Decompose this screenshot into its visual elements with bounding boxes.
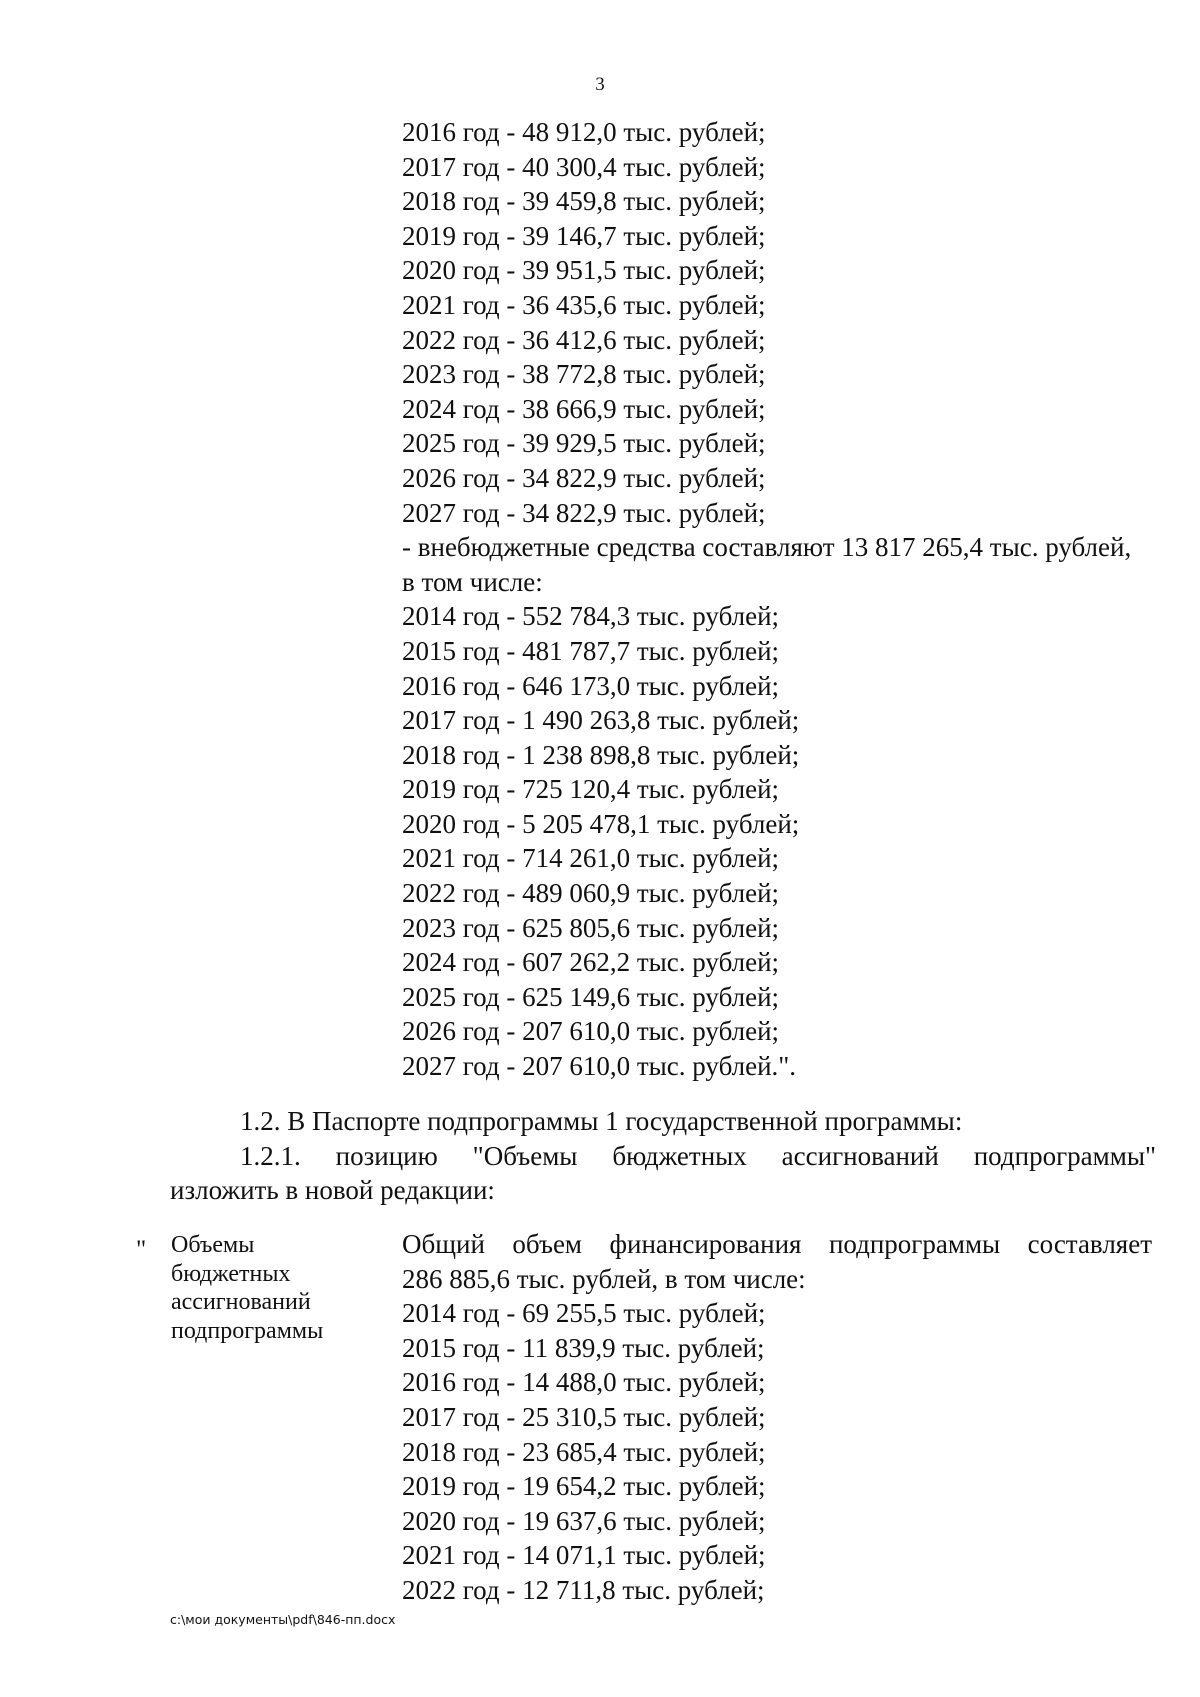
list-item: 2017 год - 40 300,4 тыс. рублей; <box>402 151 766 182</box>
offbudget-intro: - внебюджетные средства составляют 13 817 265,4 тыс. рублей, <box>402 532 1132 563</box>
section-heading: 1.2. В Паспорте подпрограммы 1 государственной программы: <box>240 1106 963 1136</box>
list-item: 2019 год - 39 146,7 тыс. рублей; <box>402 220 766 251</box>
position-value <box>402 1227 1154 1608</box>
section-item-line: 1.2.1. позицию "Объемы бюджетных ассигнований подпрограммы" <box>240 1141 1156 1171</box>
budget-year-list <box>402 115 1154 1084</box>
list-item: 2025 год - 39 929,5 тыс. рублей; <box>402 428 766 459</box>
list-item: 2015 год - 11 839,9 тыс. рублей; <box>402 1332 765 1363</box>
list-item: 2023 год - 38 772,8 тыс. рублей; <box>402 359 766 390</box>
list-item: 2016 год - 48 912,0 тыс. рублей; <box>402 117 766 147</box>
list-item: 2019 год - 19 654,2 тыс. рублей; <box>402 1471 766 1502</box>
list-item: 2021 год - 36 435,6 тыс. рублей; <box>402 289 766 320</box>
list-item: 2017 год - 1 490 263,8 тыс. рублей; <box>402 705 800 736</box>
list-item: 2020 год - 19 637,6 тыс. рублей; <box>402 1505 766 1536</box>
position-total-line: Общий объем финансирования подпрограммы составляет <box>402 1229 1152 1259</box>
list-item: 2022 год - 489 060,9 тыс. рублей; <box>402 878 780 909</box>
position-label-line: подпрограммы <box>171 1317 324 1344</box>
list-item: 2027 год - 34 822,9 тыс. рублей; <box>402 497 766 528</box>
list-item: 2017 год - 25 310,5 тыс. рублей; <box>402 1401 766 1432</box>
list-item: 2018 год - 1 238 898,8 тыс. рублей; <box>402 739 800 770</box>
list-item: 2014 год - 69 255,5 тыс. рублей; <box>402 1298 766 1329</box>
list-item: 2018 год - 23 685,4 тыс. рублей; <box>402 1436 766 1467</box>
page-number: 3 <box>595 74 605 95</box>
list-item: 2020 год - 39 951,5 тыс. рублей; <box>402 255 766 286</box>
list-item: 2014 год - 552 784,3 тыс. рублей; <box>402 601 780 632</box>
offbudget-intro-cont: в том числе: <box>402 566 543 597</box>
list-item: 2027 год - 207 610,0 тыс. рублей.". <box>402 1051 797 1082</box>
position-label-line: ассигнований <box>171 1289 311 1315</box>
list-item: 2016 год - 14 488,0 тыс. рублей; <box>402 1367 766 1398</box>
footer-file-path: c:\мои документы\pdf\846-пп.docx <box>170 1612 396 1627</box>
list-item: 2026 год - 34 822,9 тыс. рублей; <box>402 462 766 493</box>
list-item: 2022 год - 36 412,6 тыс. рублей; <box>402 324 766 355</box>
list-item: 2024 год - 38 666,9 тыс. рублей; <box>402 393 766 424</box>
list-item: 2023 год - 625 805,6 тыс. рублей; <box>402 912 780 943</box>
list-item: 2016 год - 646 173,0 тыс. рублей; <box>402 670 780 701</box>
list-item: 2018 год - 39 459,8 тыс. рублей; <box>402 186 766 217</box>
position-label-line: бюджетных <box>171 1260 291 1287</box>
position-label-line: Объемы <box>171 1232 255 1258</box>
list-item: 2021 год - 14 071,1 тыс. рублей; <box>402 1540 766 1571</box>
section-item-line-cont: изложить в новой редакции: <box>170 1175 495 1205</box>
list-item: 2019 год - 725 120,4 тыс. рублей; <box>402 774 780 805</box>
list-item: 2024 год - 607 262,2 тыс. рублей; <box>402 947 780 978</box>
list-item: 2026 год - 207 610,0 тыс. рублей; <box>402 1016 780 1047</box>
list-item: 2015 год - 481 787,7 тыс. рублей; <box>402 635 780 666</box>
position-total-line-cont: 286 885,6 тыс. рублей, в том числе: <box>402 1263 806 1294</box>
list-item: 2025 год - 625 149,6 тыс. рублей; <box>402 981 780 1012</box>
position-label <box>171 1231 371 1345</box>
list-item: 2020 год - 5 205 478,1 тыс. рублей; <box>402 808 800 839</box>
list-item: 2022 год - 12 711,8 тыс. рублей; <box>402 1574 765 1605</box>
list-item: 2021 год - 714 261,0 тыс. рублей; <box>402 843 780 874</box>
opening-quote-mark: " <box>136 1236 147 1263</box>
